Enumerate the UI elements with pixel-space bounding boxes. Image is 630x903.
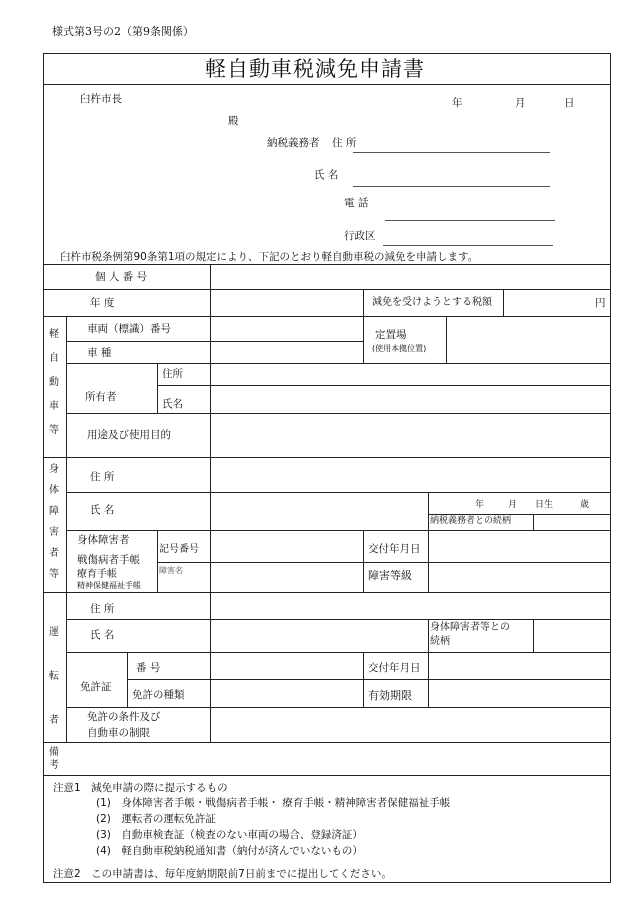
name-label: 氏 名 — [314, 169, 339, 181]
license-label: 免許証 — [80, 681, 112, 693]
driver-relation-label-1: 身体障害者等との — [430, 622, 510, 633]
fiscal-year-label: 年 度 — [90, 297, 115, 309]
disabled-issue-date-label: 交付年月日 — [368, 543, 421, 555]
record-number-label: 記号番号 — [159, 544, 199, 555]
driver-issue-date-label: 交付年月日 — [368, 662, 421, 674]
plate-number-label: 車両（標識）番号 — [87, 323, 171, 335]
storage-sub-label: (使用本拠位置) — [372, 344, 427, 353]
note2: 注意2 この申請書は、毎年度納期限前7日前までに提出してください。 — [53, 868, 392, 880]
date-year-label: 年 — [452, 97, 463, 109]
driver-section-label: 運 転 者 — [49, 627, 59, 726]
purpose-label: 用途及び使用目的 — [87, 429, 171, 441]
note1-title: 注意1 減免申請の際に提示するもの — [53, 782, 228, 794]
phone-line — [385, 220, 555, 221]
vehicle-type-label: 車 種 — [87, 347, 112, 359]
application-statement: 臼杵市税条例第90条第1項の規定により、下記のとおり軽自動車税の減免を申請します。 — [60, 251, 479, 263]
conditions-label-1: 免許の条件及び — [87, 711, 161, 723]
date-month-label: 月 — [515, 97, 526, 109]
honorific: 殿 — [228, 115, 239, 127]
birth-day-label: 日生 — [535, 500, 554, 510]
date-day-label: 日 — [564, 97, 575, 109]
license-expiry-label: 有効期限 — [368, 689, 412, 702]
owner-address-label: 住所 — [162, 368, 183, 380]
birth-month-label: 月 — [508, 500, 518, 510]
note1-item3: (3) 自動車検査証（検査のない車両の場合、登録済証） — [96, 829, 363, 841]
district-line — [383, 245, 553, 246]
handbook-label-2: 戦傷病者手帳 — [77, 554, 140, 566]
age-label: 歳 — [580, 500, 590, 510]
disability-name-label: 障害名 — [159, 566, 183, 575]
owner-label: 所有者 — [85, 391, 117, 403]
tax-to-reduce-label: 減免を受けようとする税額 — [372, 297, 492, 308]
conditions-label-2: 自動車の制限 — [87, 727, 150, 739]
address-line — [353, 152, 550, 153]
owner-name-label: 氏名 — [162, 398, 183, 410]
driver-relation-label-2: 続柄 — [430, 636, 450, 647]
name-line — [353, 186, 550, 187]
vehicle-section-label: 軽 自 動 車 等 — [49, 329, 59, 436]
disabled-section-label: 身 体 障 害 者 等 — [49, 464, 59, 580]
disabled-name-label: 氏 名 — [90, 504, 115, 516]
address-label: 住 所 — [332, 137, 357, 149]
remarks-label: 備 考 — [49, 747, 59, 771]
taxpayer-label: 納税義務者 — [267, 137, 320, 149]
phone-label: 電 話 — [344, 197, 369, 209]
taxpayer-relation-label: 納税義務者との続柄 — [430, 516, 512, 526]
disabled-address-label: 住 所 — [90, 471, 115, 483]
handbook-label-4: 精神保健福祉手帳 — [77, 581, 141, 590]
note1-item2: (2) 運転者の運転免許証 — [96, 813, 216, 825]
handbook-label-1: 身体障害者 — [77, 534, 130, 546]
form-reference: 様式第3号の2（第9条関係） — [52, 25, 194, 38]
birth-year-label: 年 — [475, 500, 485, 510]
license-type-label: 免許の種類 — [132, 689, 185, 701]
license-number-label: 番 号 — [136, 662, 161, 674]
disability-grade-label: 障害等級 — [368, 569, 412, 582]
driver-name-label: 氏 名 — [90, 629, 115, 641]
yen-label: 円 — [595, 297, 606, 309]
note1-item1: (1) 身体障害者手帳・戦傷病者手帳・ 療育手帳・精神障害者保健福祉手帳 — [96, 797, 451, 809]
personal-number-label: 個 人 番 号 — [95, 271, 148, 283]
addressee: 臼杵市長 — [80, 93, 122, 105]
district-label: 行政区 — [344, 230, 376, 242]
storage-label: 定置場 — [375, 329, 407, 341]
note1-item4: (4) 軽自動車税納税通知書（納付が済んでいないもの） — [96, 845, 363, 857]
driver-address-label: 住 所 — [90, 603, 115, 615]
handbook-label-3: 療育手帳 — [77, 569, 117, 580]
form-title: 軽自動車税減免申請書 — [205, 57, 425, 81]
